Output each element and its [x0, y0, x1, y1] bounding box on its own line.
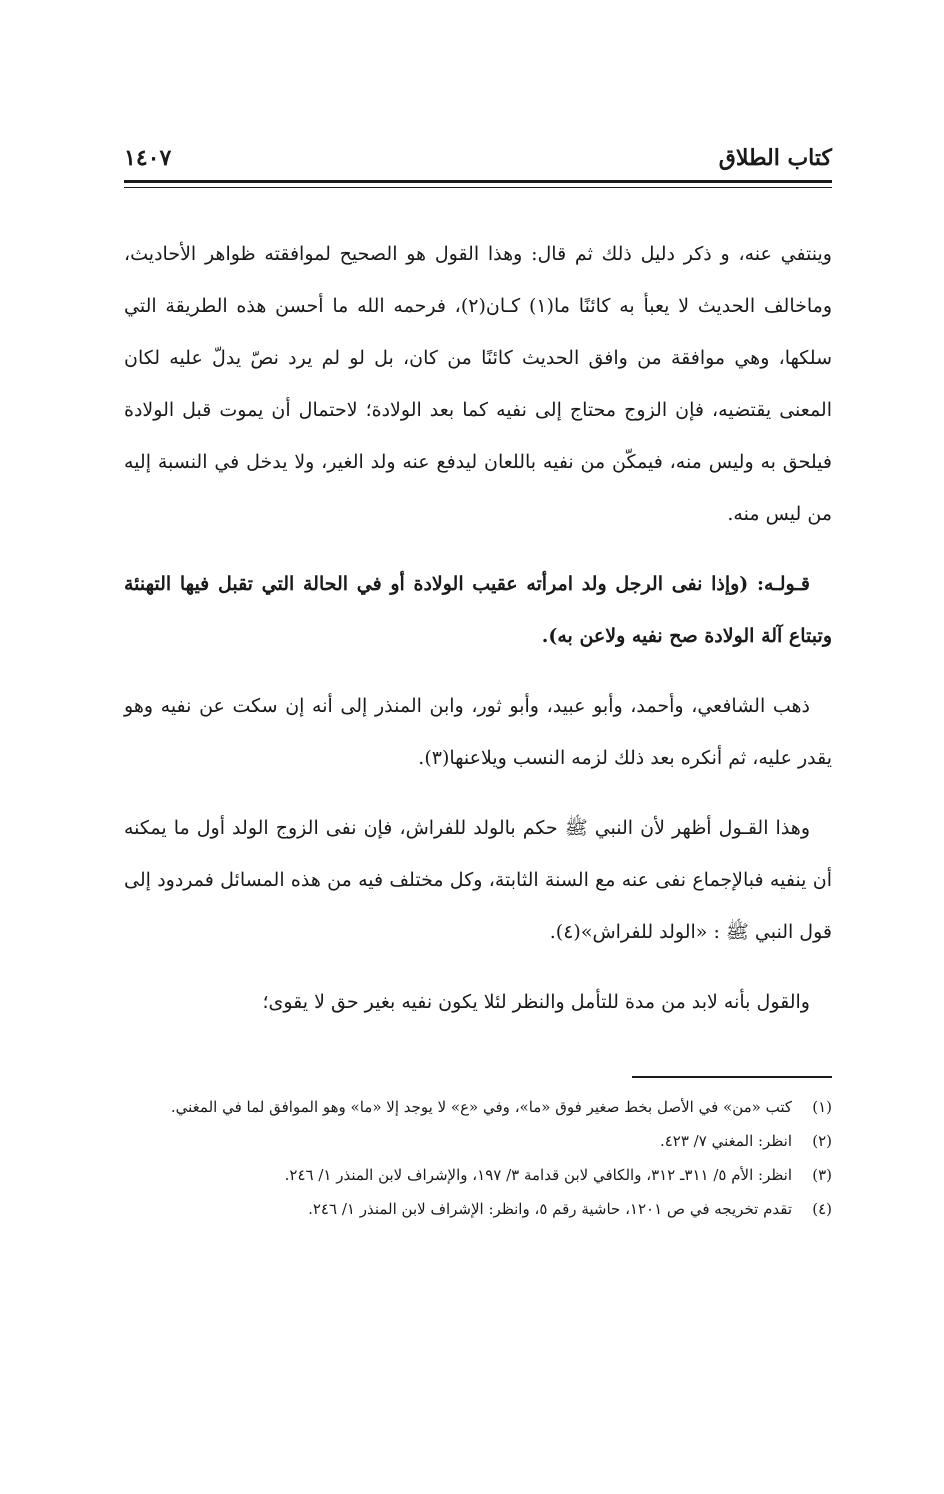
footnote-4: [112, 1194, 832, 1224]
paragraph-4: وهذا القـول أظهر لأن النبي ﷺ حكم بالولد للفراش، فإن نفى الزوج الولد أول ما يمكنه أن ينفيه فبالإجماع نفى عنه مع السنة الثابتة، وكل مختلف فيه من هذه المسائل فمردود إلى قول النبي ﷺ : «الولد للفراش»(٤).: [124, 817, 832, 943]
footnote-number: (٢): [812, 1132, 832, 1150]
footnote-text: انظر: الأم ٥/ ٣١١ـ ٣١٢، والكافي لابن قدامة ٣/ ١٩٧، والإشراف لابن المنذر ١/ ٢٤٦.: [284, 1166, 792, 1184]
footnote-2: [112, 1126, 832, 1156]
paragraph-heading-quote: قـولـه: (وإذا نفى الرجل ولد امرأته عقيب الولادة أو في الحالة التي تقبل فيها التهنئة وتبتاع آلة الولادة صح نفيه ولاعن به).: [124, 573, 832, 647]
paragraph-5: والقول بأنه لابد من مدة للتأمل والنظر لئلا يكون نفيه بغير حق لا يقوى؛: [262, 991, 810, 1013]
page-header: [124, 140, 832, 180]
footnotes: [112, 1092, 832, 1228]
footnote-text: انظر: المغني ٧/ ٤٢٣.: [659, 1132, 792, 1150]
footnote-separator: [632, 1076, 832, 1078]
running-title: كتاب الطلاق: [718, 145, 832, 171]
footnote-number: (١): [812, 1098, 832, 1116]
footnote-number: (٤): [812, 1200, 832, 1218]
page-number: ١٤٠٧: [124, 145, 172, 171]
footnote-number: (٣): [812, 1166, 832, 1184]
footnote-1: [112, 1092, 832, 1122]
main-text: [124, 228, 832, 1046]
paragraph-3: ذهب الشافعي، وأحمد، وأبو عبيد، وأبو ثور، وابن المنذر إلى أنه إن سكت عن نفيه وهو يقدر عليه، ثم أنكره بعد ذلك لزمه النسب ويلاعنها(٣).: [124, 695, 832, 769]
footnote-text: كتب «من» في الأصل بخط صغير فوق «ما»، وفي «ع» لا يوجد إلا «ما» وهو الموافق لما في المغني.: [170, 1098, 792, 1116]
footnote-3: [112, 1160, 832, 1190]
header-rule-thin: [124, 187, 832, 188]
paragraph-1: وينتفي عنه، و ذكر دليل ذلك ثم قال: وهذا القول هو الصحيح لموافقته ظواهر الأحاديث، وماخالف الحديث لا يعبأ به كائنًا ما(١) كـان(٢)، فرحمه الله ما أحسن هذه الطريقة التي سلكها، وهي موافقة من وافق الحديث كائنًا من كان، بل لو لم يرد نصّ يدلّ عليه لكان المعنى يقتضيه، فإن الزوج محتاج إلى نفيه كما بعد الولادة؛ لاحتمال أن يموت قبل الولادة فيلحق به وليس منه، فيمكّن من نفيه باللعان ليدفع عنه ولد الغير، ولا يدخل في النسبة إليه من ليس منه.: [124, 243, 833, 525]
footnote-text: تقدم تخريجه في ص ١٢٠١، حاشية رقم ٥، وانظر: الإشراف لابن المنذر ١/ ٢٤٦.: [308, 1200, 792, 1218]
header-rule-thick: [124, 180, 832, 183]
